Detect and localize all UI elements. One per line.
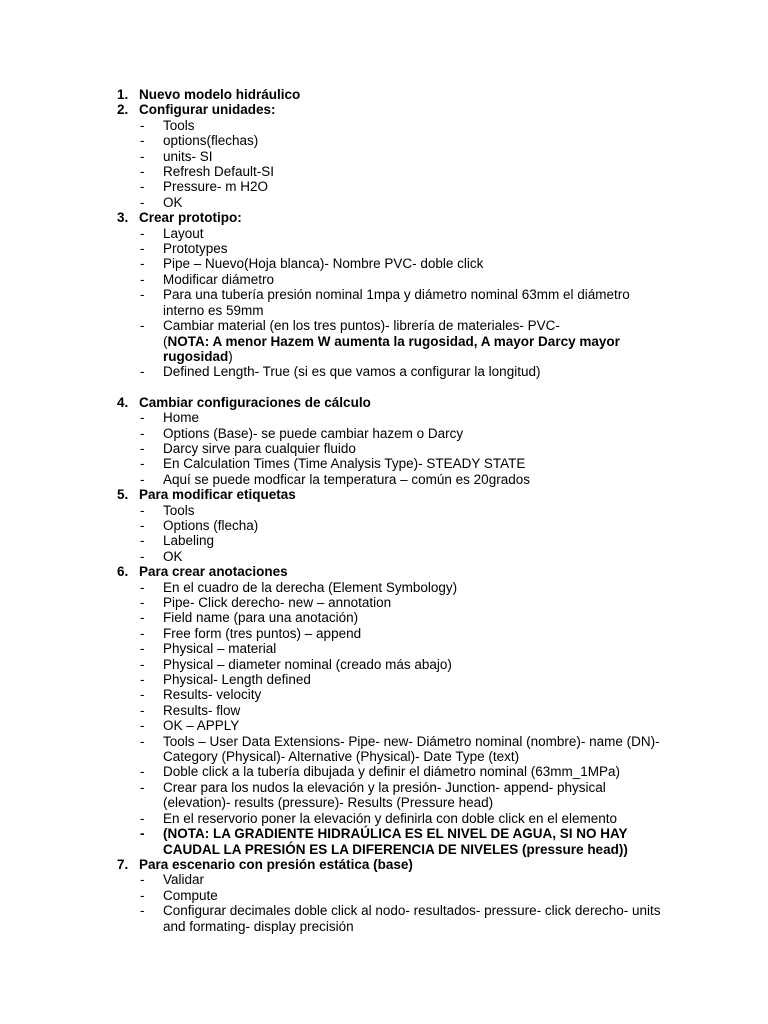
- list-item-text: OK: [163, 194, 183, 210]
- list-item: [0, 610, 768, 625]
- list-item-text: Physical – material: [163, 641, 277, 657]
- bullet-dash: -: [140, 548, 145, 564]
- list-item: [0, 703, 768, 718]
- section-1: [0, 87, 768, 102]
- section-number: 4.: [117, 394, 129, 410]
- section-title: Configurar unidades:: [139, 102, 276, 118]
- bullet-dash: -: [140, 194, 145, 210]
- bullet-dash: -: [140, 872, 145, 888]
- list-item-text: Darcy sirve para cualquier fluido: [163, 440, 356, 456]
- bullet-dash: -: [140, 148, 145, 164]
- list-item: [0, 734, 768, 765]
- bullet-dash: -: [140, 287, 145, 303]
- bullet-dash: -: [140, 779, 145, 795]
- list-item-text: OK – APPLY: [163, 718, 240, 734]
- bullet-dash: -: [140, 764, 145, 780]
- bullet-dash: -: [140, 256, 145, 272]
- list-item-text: Tools: [163, 117, 195, 133]
- list-item: [0, 195, 768, 210]
- bullet-dash: -: [140, 318, 145, 334]
- list-item: [0, 718, 768, 733]
- list-item: [0, 518, 768, 533]
- note-text: NOTA: A menor Hazem W aumenta la rugosidad, A mayor Darcy mayor rugosidad: [163, 333, 620, 364]
- list-item: [0, 164, 768, 179]
- list-item: [0, 780, 768, 811]
- bullet-dash: -: [140, 672, 145, 688]
- section-title: Nuevo modelo hidráulico: [139, 87, 301, 102]
- section-number: 3.: [117, 210, 129, 226]
- blank-line: [0, 380, 768, 395]
- bullet-dash: -: [140, 364, 145, 380]
- list-item-text: Crear para los nudos la elevación y la presión- Junction- append- physical (elevation)- results (pressure)- Results (Pressure head): [163, 779, 606, 811]
- list-item-text: OK: [163, 548, 183, 564]
- note-text: (NOTA: LA GRADIENTE HIDRAÚLICA ES EL NIVEL DE AGUA, SI NO HAY CAUDAL LA PRESIÓN ES LA DIFERENCIA DE NIVELES (pressure head)): [163, 826, 628, 857]
- list-item: [0, 426, 768, 441]
- list-item: [0, 626, 768, 641]
- list-item-note: [0, 826, 768, 857]
- bullet-dash: -: [140, 440, 145, 456]
- list-item: [0, 318, 768, 364]
- list-item-text: Pipe – Nuevo(Hoja blanca)- Nombre PVC- doble click: [163, 256, 484, 272]
- list-item: [0, 641, 768, 656]
- list-item: [0, 256, 768, 271]
- section-number: 5.: [117, 487, 129, 503]
- list-item-text: Field name (para una anotación): [163, 610, 359, 626]
- list-item: [0, 410, 768, 425]
- bullet-dash: -: [140, 164, 145, 180]
- list-item: [0, 472, 768, 487]
- list-item-text: Results- velocity: [163, 687, 262, 703]
- list-item: [0, 118, 768, 133]
- list-item-text: Tools: [163, 502, 195, 518]
- section-6: [0, 564, 768, 579]
- section-number: 6.: [117, 564, 129, 580]
- section-7: [0, 857, 768, 872]
- list-item: [0, 287, 768, 318]
- list-item: [0, 764, 768, 779]
- list-item: [0, 272, 768, 287]
- list-item-text: Refresh Default-SI: [163, 164, 275, 180]
- list-item-text: Doble click a la tubería dibujada y definir el diámetro nominal (63mm_1MPa): [163, 764, 620, 780]
- list-item: [0, 549, 768, 564]
- list-item-text: Validar: [163, 872, 205, 888]
- section-number: 7.: [117, 856, 129, 872]
- list-item: [0, 226, 768, 241]
- list-item-text: Tools – User Data Extensions- Pipe- new- Diámetro nominal (nombre)- name (DN)- Category (Physical)- Alternative (Physical)- Date Type (text): [163, 733, 660, 765]
- section-title: Cambiar configuraciones de cálculo: [139, 394, 371, 410]
- list-item-text: Results- flow: [163, 702, 241, 718]
- section-title: Crear prototipo:: [139, 210, 242, 226]
- list-item: [0, 503, 768, 518]
- bullet-dash: -: [140, 179, 145, 195]
- bullet-dash: -: [140, 456, 145, 472]
- list-item: [0, 657, 768, 672]
- bullet-dash: -: [140, 610, 145, 626]
- bullet-dash: -: [140, 533, 145, 549]
- bullet-dash: -: [140, 687, 145, 703]
- bullet-dash: -: [140, 471, 145, 487]
- list-item: [0, 133, 768, 148]
- list-item-text: Pipe- Click derecho- new – annotation: [163, 595, 392, 610]
- list-item-text: Options (Base)- se puede cambiar hazem o Darcy: [163, 425, 464, 441]
- list-item: [0, 811, 768, 826]
- bullet-dash: -: [140, 502, 145, 518]
- bullet-dash: -: [140, 271, 145, 287]
- section-2: [0, 102, 768, 117]
- list-item-text: options(flechas): [163, 133, 259, 149]
- bullet-dash: -: [140, 641, 145, 657]
- bullet-dash: -: [140, 579, 145, 595]
- bullet-dash: -: [140, 903, 145, 919]
- list-item-text: Configurar decimales doble click al nodo- resultados- pressure- click derecho- units and formating- display precisión: [163, 903, 661, 934]
- list-item: [0, 441, 768, 456]
- bullet-dash: -: [140, 826, 145, 842]
- list-item-text: En Calculation Times (Time Analysis Type)- STEADY STATE: [163, 456, 526, 472]
- list-item-text: Pressure- m H2O: [163, 179, 269, 195]
- list-item: [0, 903, 768, 934]
- section-title: Para crear anotaciones: [139, 564, 288, 580]
- list-item-text: Layout: [163, 225, 204, 241]
- list-item-text: Free form (tres puntos) – append: [163, 625, 362, 641]
- bullet-dash: -: [140, 810, 145, 826]
- bullet-dash: -: [140, 887, 145, 903]
- list-item-text: Physical – diameter nominal (creado más abajo): [163, 656, 452, 672]
- list-item-text: En el cuadro de la derecha (Element Symbology): [163, 579, 458, 595]
- bullet-dash: -: [140, 625, 145, 641]
- bullet-dash: -: [140, 733, 145, 749]
- list-item-text: Cambiar material (en los tres puntos)- librería de materiales- PVC-: [163, 318, 560, 334]
- list-item: [0, 595, 768, 610]
- list-item: [0, 580, 768, 595]
- list-item-text: Physical- Length defined: [163, 672, 311, 688]
- list-item: [0, 149, 768, 164]
- note-open-paren: (: [163, 333, 168, 349]
- list-item-text: Prototypes: [163, 241, 228, 257]
- list-item: [0, 364, 768, 379]
- bullet-dash: -: [140, 225, 145, 241]
- instructions-list: [0, 87, 768, 934]
- bullet-dash: -: [140, 133, 145, 149]
- bullet-dash: -: [140, 595, 145, 610]
- list-item-text: Labeling: [163, 533, 215, 549]
- list-item-text: Compute: [163, 887, 218, 903]
- list-item: [0, 687, 768, 702]
- list-item: [0, 241, 768, 256]
- section-3: [0, 210, 768, 225]
- section-number: 2.: [117, 102, 129, 118]
- section-5: [0, 487, 768, 502]
- list-item-text: Defined Length- True (si es que vamos a configurar la longitud): [163, 364, 541, 380]
- list-item: [0, 456, 768, 471]
- list-item: [0, 888, 768, 903]
- list-item: [0, 179, 768, 194]
- list-item-text: units- SI: [163, 148, 213, 164]
- list-item-text: Aquí se puede modficar la temperatura – común es 20grados: [163, 471, 530, 487]
- list-item-text: Options (flecha): [163, 517, 259, 533]
- bullet-dash: -: [140, 517, 145, 533]
- section-title: Para modificar etiquetas: [139, 487, 296, 503]
- section-number: 1.: [117, 87, 129, 102]
- list-item-text: En el reservorio poner la elevación y definirla con doble click en el elemento: [163, 810, 618, 826]
- list-item: [0, 672, 768, 687]
- bullet-dash: -: [140, 117, 145, 133]
- list-item-text: Para una tubería presión nominal 1mpa y diámetro nominal 63mm el diámetro interno es 59mm: [163, 287, 630, 318]
- bullet-dash: -: [140, 425, 145, 441]
- list-item: [0, 872, 768, 887]
- note-close-paren: ): [228, 348, 233, 364]
- list-item-text: Home: [163, 410, 200, 426]
- bullet-dash: -: [140, 718, 145, 734]
- bullet-dash: -: [140, 656, 145, 672]
- list-item: [0, 533, 768, 548]
- bullet-dash: -: [140, 410, 145, 426]
- bullet-dash: -: [140, 241, 145, 257]
- section-title: Para escenario con presión estática (base): [139, 856, 413, 872]
- section-4: [0, 395, 768, 410]
- list-item-text: Modificar diámetro: [163, 271, 275, 287]
- bullet-dash: -: [140, 702, 145, 718]
